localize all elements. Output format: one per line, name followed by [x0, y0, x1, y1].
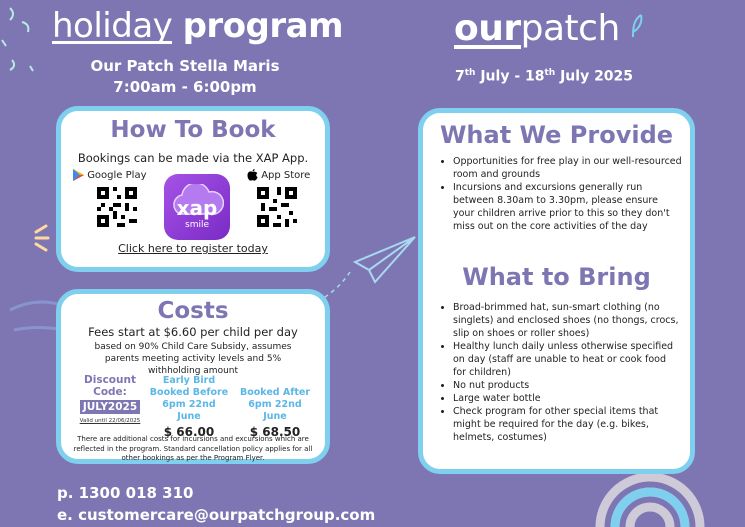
centre-info	[80, 56, 290, 98]
google-play-qr-code[interactable]	[97, 187, 137, 227]
logo-light: our	[454, 8, 521, 49]
program-title	[52, 6, 343, 46]
provide-item: • Incursions and excursions generally run between 8.30am to 3.30pm, please ensure your children arrive prior to this so they don't miss out on the core activities of the day	[453, 181, 682, 233]
bring-list	[439, 301, 682, 444]
booked-after-price	[235, 387, 315, 438]
register-link[interactable]: Click here to register today	[118, 242, 268, 255]
bring-item: • Large water bottle	[453, 392, 682, 405]
apple-icon	[247, 169, 258, 181]
bring-item: • Check program for other special items that might be required for the day (e.g. bikes, helmets, costumes)	[453, 405, 682, 444]
centre-hours: 7:00am - 6:00pm	[113, 78, 257, 96]
after-line-1: Booked After	[239, 387, 311, 398]
bring-item: • Broad-brimmed hat, sun-smart clothing (no singlets) and enclosed shoes (no thongs, crocs, slip on shoes or roller shoes)	[453, 301, 682, 340]
after-price: $ 68.50	[249, 425, 301, 439]
what-we-provide-heading: What We Provide	[439, 121, 674, 149]
early-bird-price	[149, 375, 229, 438]
costs-note: There are additional costs for incursions and excursions which are reflected in the program. Standard cancellation policy applies for all other bookings as per the Program Flyer.	[73, 435, 313, 462]
app-store-qr-code[interactable]	[257, 187, 297, 227]
star-decoration	[36, 226, 48, 250]
program-dates: 7th July - 18th July 2025	[455, 68, 634, 85]
google-play-badge[interactable]	[73, 169, 146, 181]
xap-logo-sub: smile	[185, 220, 209, 230]
provide-item: • Opportunities for free play in our well-resourced room and grounds	[453, 155, 682, 181]
google-play-label: Google Play	[87, 170, 147, 181]
costs-card	[56, 289, 330, 464]
how-to-book-heading: How To Book	[110, 117, 276, 143]
app-store-badge[interactable]	[247, 169, 310, 181]
provide-bring-card	[418, 108, 695, 474]
fees-basis: based on 90% Child Care Subsidy, assumes parents meeting activity levels and 5% withholding amount	[94, 342, 292, 376]
fees-text: Fees start at $6.60 per child per day	[88, 325, 298, 339]
date-start-day: 7	[455, 68, 465, 85]
xap-logo-text: xap	[176, 196, 218, 220]
bring-item: • No nut products	[453, 379, 682, 392]
costs-heading: Costs	[157, 298, 229, 324]
contact-email[interactable]: e. customercare@ourpatchgroup.com	[57, 506, 376, 524]
early-line-2: Booked Before	[149, 387, 229, 398]
discount-code: JULY2025	[80, 400, 140, 414]
discount-code-block	[75, 374, 145, 427]
date-end-day: 18	[525, 68, 545, 85]
what-to-bring-heading: What to Bring	[462, 263, 651, 291]
how-to-book-card	[56, 106, 330, 272]
discount-label-1: Discount	[84, 374, 136, 386]
bring-item: • Healthy lunch daily unless otherwise specified on day (staff are unable to heat or cook food for children)	[453, 340, 682, 379]
early-line-1: Early Bird	[162, 375, 216, 386]
discount-label-2: Code:	[93, 386, 127, 398]
feather-icon	[631, 14, 643, 38]
google-play-icon	[73, 169, 84, 181]
paper-plane-decoration	[355, 237, 415, 282]
date-end-sup: th	[544, 68, 556, 78]
early-line-3: 6pm 22nd June	[162, 399, 216, 422]
after-line-2: 6pm 22nd June	[248, 399, 302, 422]
title-bold: program	[182, 6, 344, 46]
provide-list	[439, 155, 682, 233]
date-start-month: July	[480, 68, 510, 85]
discount-valid: Valid until 22/06/2025	[79, 418, 141, 424]
centre-name: Our Patch Stella Maris	[90, 57, 280, 75]
ourpatch-logo	[454, 8, 643, 49]
early-price: $ 66.00	[163, 425, 215, 439]
logo-bold: patch	[520, 8, 620, 49]
booking-description: Bookings can be made via the XAP App.	[77, 151, 309, 165]
xap-app-logo[interactable]	[164, 174, 230, 240]
contact-phone[interactable]: p. 1300 018 310	[57, 484, 194, 502]
date-end-rest: July 2025	[560, 68, 634, 85]
date-start-sup: th	[464, 68, 476, 78]
squiggle-decoration	[10, 8, 28, 70]
dash-decoration	[2, 40, 33, 71]
title-light: holiday	[52, 6, 173, 46]
app-store-label: App Store	[261, 170, 311, 181]
